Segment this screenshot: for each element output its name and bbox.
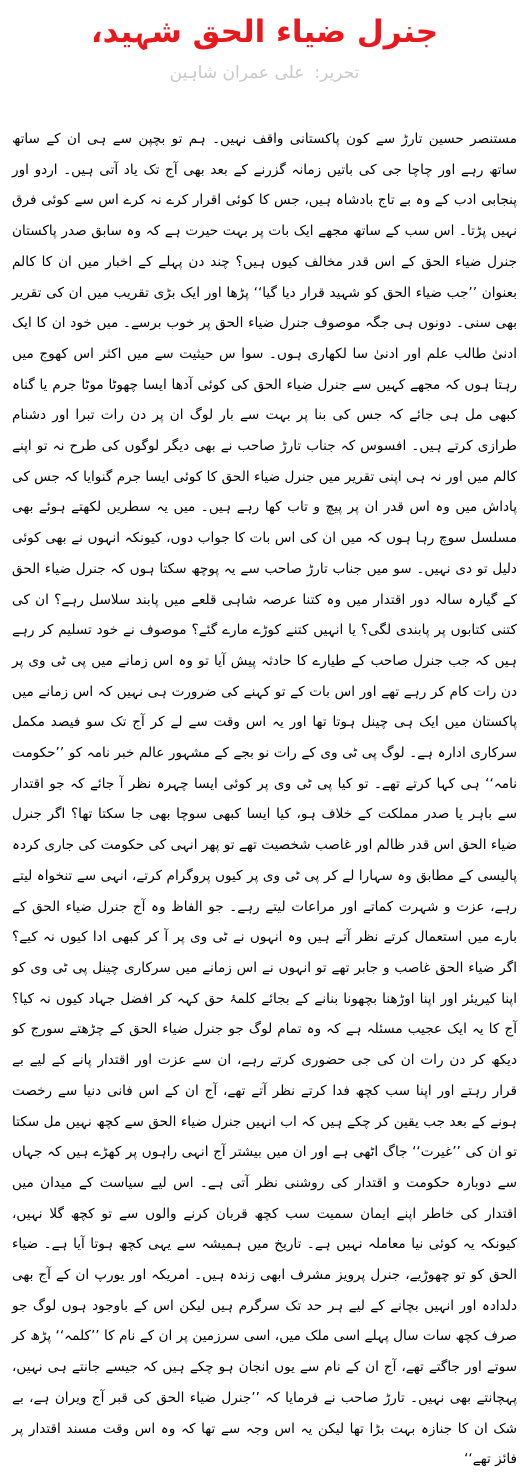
article-body: [12, 124, 517, 1475]
article-title: جنرل ضیاء الحق شہید،: [90, 14, 439, 50]
byline: [0, 58, 529, 88]
byline-label: تحریر:: [314, 63, 360, 83]
author-name: علی عمران شاہین: [169, 63, 305, 83]
article-paragraph: مستنصر حسین تارڑ سے کون پاکستانی واقف نہیں۔ ہم تو بچپن سے ہی ان کے ساتھ ساتھ رہے اور چاچا جی کی باتیں زمانہ گزرنے کے بعد بھی آج تک یاد آتی ہیں۔ اردو اور پنجابی ادب کے وہ بے تاج بادشاہ ہیں، جس کا کوئی اقرار کرے نہ کرے اس سے کوئی فرق نہیں پڑتا۔ اس سب کے ساتھ مجھے ایک بات پر بہت حیرت ہے کہ وہ سابق صدر پاکستان جنرل ضیاء الحق کے اس قدر مخالف کیوں ہیں؟ چند دن پہلے کے اخبار میں ان کا کالم بعنوان ’’جب ضیاء الحق کو شہید قرار دیا گیا‘‘ پڑھا اور ایک بڑی تقریب میں ان کی تقریر بھی سنی۔ دونوں ہی جگہ موصوف جنرل ضیاء الحق پر خوب برسے۔ میں خود ان کا ایک ادنیٰ طالب علم اور ادنیٰ سا لکھاری ہوں۔ سوا س حیثیت سے میں اکثر اس کھوج میں رہتا ہوں کہ مجھے کہیں سے جنرل ضیاء الحق کی کوئی آدھا ایسا چھوٹا موٹا جرم یا گناہ کبھی مل ہی جائے کہ جس کی بنا پر بہت سے بار لوگ ان پر دن رات تبرا اور دشنام طرازی کرتے ہیں۔ افسوس کہ جناب تارڑ صاحب نے بھی دیگر لوگوں کی طرح نہ تو اپنے کالم میں اور نہ ہی اپنی تقریر میں جنرل ضیاء الحق کا کوئی ایسا جرم گنوایا کہ جس کی پاداش میں وہ اس قدر ان پر پیچ و تاب کھا رہے ہیں۔ میں یہ سطریں لکھتے ہوئے بھی مسلسل سوچ رہا ہوں کہ میں ان کی اس بات کا جواب دوں، کیونکہ انہوں نے بھی کوئی دلیل تو دی نہیں۔ سو میں جناب تارڑ صاحب سے یہ پوچھ سکتا ہوں کہ جنرل ضیاء الحق کے گیارہ سالہ دور اقتدار میں وہ کتنا عرصہ شاہی قلعے میں پابند سلاسل رہے؟ ان کی کتنی کتابوں پر پابندی لگی؟ یا انہیں کتنے کوڑے مارے گئے؟ موصوف نے خود تسلیم کر رہے ہیں کہ جب جنرل صاحب کے طیارے کا حادثہ پیش آیا تو وہ اس زمانے میں پی ٹی وی پر دن رات کام کر رہے تھے اور اس بات کے تو کہنے کی ضرورت ہی نہیں کہ اس زمانے میں پاکستان میں ایک ہی چینل ہوتا تھا اور یہ اس وقت سے لے کر آج تک سو فیصد مکمل سرکاری ادارہ ہے۔ لوگ پی ٹی وی کے رات نو بجے کے مشہور عالم خبر نامہ کو ’’حکومت نامہ‘‘ ہی کہا کرتے تھے۔ تو کیا پی ٹی وی پر کوئی ایسا چہرہ نظر آ جائے کہ جو اقتدار سے باہر یا صدر مملکت کے خلاف ہو، کیا ایسا کبھی سوچا بھی جا سکتا تھا؟ اگر جنرل ضیاء الحق اس قدر ظالم اور غاصب شخصیت تھے تو پھر انہی کی حکومت کی جاری کردہ پالیسی کے مطابق وہ سہارا لے کر پی ٹی وی پر کیوں پروگرام کرتے، انہی سے تنخواہ لیتے رہے، عزت و شہرت کماتے اور مراعات لیتے رہے۔ جو الفاظ وہ آج جنرل ضیاء الحق کے بارے میں استعمال کرتے نظر آتے ہیں وہ انہوں نے ٹی وی پر آ کر کبھی ادا کیوں نہ کیے؟ اگر ضیاء الحق غاصب و جابر تھے تو انہوں نے اس زمانے میں سرکاری چینل پی ٹی وی کو اپنا کیریئر اور اپنا اوڑھنا بچھونا بنانے کے بجائے کلمۂ حق کہہ کر افضل جہاد کیوں نہ کیا؟ آج کا یہ ایک عجیب مسئلہ ہے کہ وہ تمام لوگ جو جنرل ضیاء الحق کے چڑھتے سورج کو دیکھ کر دن رات ان کی جی حضوری کرتے رہے، ان سے عزت اور اقتدار پانے کے لیے بے قرار رہتے اور اپنا سب کچھ فدا کرتے نظر آتے تھے، آج ان کے اس فانی دنیا سے رخصت ہونے کے بعد جب یقین کر چکے ہیں کہ اب انہیں جنرل ضیاء الحق سے کچھ نہیں مل سکتا تو ان کی ’’غیرت‘‘ جاگ اٹھی ہے اور ان میں بیشتر آج انہی راہوں پر کھڑے ہیں کہ جہاں سے دوبارہ حکومت و اقتدار کی روشنی نظر آتی ہے۔ اس لیے سیاست کے میدان میں اقتدار کی خاطر اپنے ایمان سمیت سب کچھ قربان کرنے والوں سے تو کچھ گلا نہیں، کیونکہ یہ کوئی نیا معاملہ نہیں ہے۔ تاریخ میں ہمیشہ سے یہی کچھ ہوتا آیا ہے۔ ضیاء الحق کو تو چھوڑیے، جنرل پرویز مشرف ابھی زندہ ہیں۔ امریکہ اور یورپ ان کے آج بھی دلدادہ اور انہیں بچانے کے لیے ہر حد تک سرگرم ہیں لیکن اس کے باوجود ہوں لوگ جو صرف کچھ سات سال پہلے اسی ملک میں، اسی سرزمین پر ان کے نام کا ’’کلمہ‘‘ پڑھ کر سوتے اور جاگتے تھے، آج ان کے نام سے یوں انجان ہو چکے ہیں کہ جیسے جانتے ہی نہیں، پہچانتے بھی نہیں۔ تارڑ صاحب نے فرمایا کہ ’’جنرل ضیاء الحق کی قبر آج ویران ہے، بے شک ان کا جنازہ بہت بڑا تھا لیکن یہ اس وجہ سے تھا کہ وہ اس وقت مسند اقتدار پر فائز تھے‘‘: [12, 131, 517, 1468]
